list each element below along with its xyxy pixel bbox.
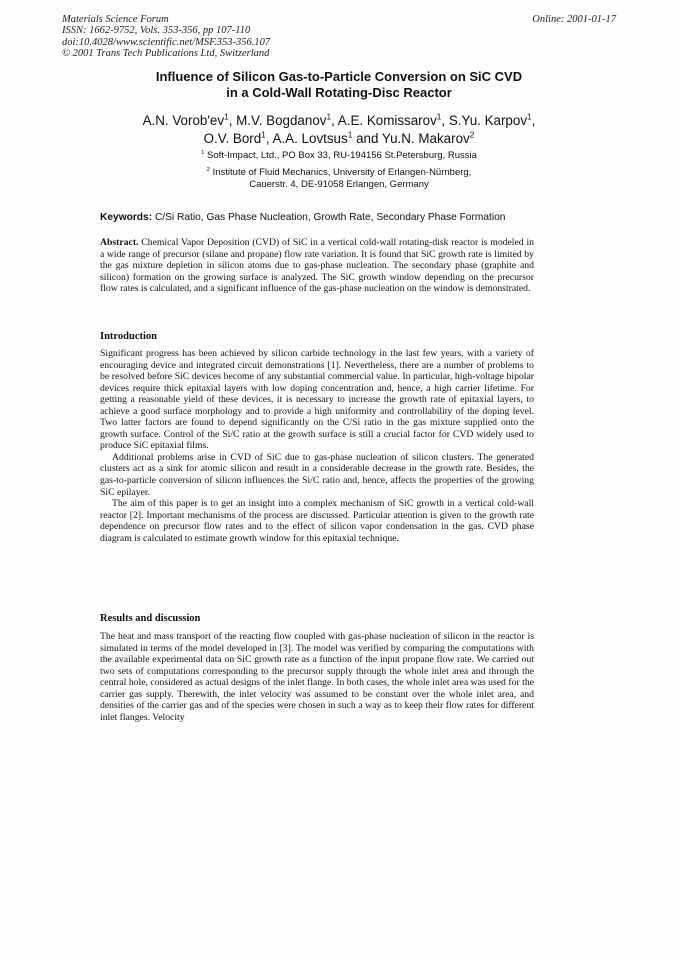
author-name: Yu.N. Makarov [381, 130, 470, 146]
affiliation-marker: 1 [261, 129, 266, 140]
author-name: A.A. Lovtsus [272, 130, 348, 146]
section-heading-results: Results and discussion [100, 613, 201, 624]
author-name: S.Yu. Karpov [448, 113, 528, 128]
authors-line-1: A.N. $Vorob'ev^1$, M.V. Bogdanov$^1$, A.E. Komissarov$^1$, S.Yu. Karpov$^1$, [142, 111, 536, 128]
affiliation-text: Soft-Impact, Ltd., PO Box 33, RU-194156 St.Petersburg, Russia [207, 150, 477, 161]
keywords [100, 212, 505, 223]
paragraph: Significant progress has been achieved by silicon carbide technology in the last few years, with a variety of encouraging device and integrated circuit demonstrations [1]. Nevertheless, there are a number of problems to be resolved before SiC devices become of any substantial commercial value. In particular, high-voltage bipolar devices require thick epitaxial layers with low doping concentration and, hence, a high carrier lifetime. For getting a reasonable yield of these devices, it is necessary to increase the growth rate of epitaxial layers, to achieve a good surface morphology and to provide a high uniformity and controllability of the doping level. Two latter factors are found to depend significantly on the C/Si ratio in the gas mixture supplied onto the growth surface. Control of the Si/C ratio at the growth surface is still a crucial factor for CVD widely used to produce SiC epitaxial films. [100, 348, 534, 452]
paragraph: The aim of this paper is to get an insight into a complex mechanism of SiC growth in a vertical cold-wall reactor [2]. Important mechanisms of the process are discussed. Particular attention is given to the growth rate dependence on precursor flow rates and to the effect of silicon vapor condensation in the gas. CVD phase diagram is calculated to estimate growth window for this epitaxial technique. [100, 498, 534, 544]
affiliation-marker: 1 [347, 129, 353, 140]
journal-header [62, 14, 270, 60]
affiliation-2 [60, 167, 618, 180]
affiliation-marker: 1 [224, 111, 229, 122]
paragraph: Additional problems arise in CVD of SiC due to gas-phase nucleation of silicon clusters. The generated clusters act as a sink for atomic silicon and result in a considerable decrease in the growth rate. Besides, the gas-to-particle conversion of silicon influences the Si/C ratio and, hence, affects the properties of the growing SiC epilayer. [100, 451, 534, 498]
affiliation-number: 2 [206, 166, 210, 173]
abstract-label: Abstract. [100, 237, 139, 248]
online-date: Online: 2001-01-17 [532, 14, 616, 25]
section-heading-introduction: Introduction [100, 331, 157, 342]
affiliation-number: 1 [201, 149, 205, 156]
affiliation-marker: 1 [527, 111, 532, 122]
title-line-2: in a Cold-Wall Rotating-Disc Reactor [226, 84, 452, 100]
results-body [100, 631, 534, 723]
affiliation-marker: 1 [326, 111, 332, 122]
issn-line: ISSN: 1662-9752, Vols. 353-356, pp 107-110 [62, 25, 251, 37]
affiliation-marker: 1 [436, 111, 442, 122]
conjunction: and [356, 130, 379, 146]
doi-line: doi:10.4028/www.scientific.net/MSF.353-356.107 [62, 36, 271, 48]
affiliation-2-address: Cauerstr. 4, DE-91058 Erlangen, Germany [249, 179, 429, 190]
affiliation-text: Institute of Fluid Mechanics, University of Erlangen-Nürnberg, [212, 166, 472, 178]
paragraph: The heat and mass transport of the reacting flow coupled with gas-phase nucleation of silicon in the reactor is simulated in terms of the model developed in [3]. The model was verified by comparing the computations with the available experimental data on SiC growth rate as a function of the input propane flow rate. We carried out two sets of computations corresponding to the precursor supply through the whole inlet area and through the central hole, considered as actual designs of the inlet flange. In both cases, the whole inlet area was used for the carrier gas supply. Therewith, the inlet velocity was assumed to be constant over the whole inlet area, and densities of the carrier gas and of the species were chosen in such a way as to keep their flow rates for different inlet flanges. Velocity [100, 631, 534, 723]
affiliation-marker: 2 [469, 129, 475, 140]
title-line-1: Influence of Silicon Gas-to-Particle Conversion on SiC CVD [155, 69, 523, 84]
authors-line-2: O.V. Bord$^1$, A.A. Lovtsus$^1$ and Yu.N. Makarov$^2$ [203, 129, 475, 146]
journal-name: Materials Science Forum [62, 14, 169, 25]
paper-title [60, 69, 618, 100]
author-list [60, 112, 618, 147]
abstract [100, 237, 534, 295]
author-name: M.V. Bogdanov [236, 113, 327, 128]
introduction-body [100, 348, 534, 544]
author-name: A.N. Vorob'ev [142, 113, 225, 128]
author-name: A.E. Komissarov [337, 113, 437, 128]
keywords-text: C/Si Ratio, Gas Phase Nucleation, Growth Rate, Secondary Phase Formation [154, 212, 506, 223]
affiliations [60, 150, 618, 192]
copyright-line: © 2001 Trans Tech Publications Ltd, Switzerland [62, 48, 270, 60]
affiliation-1 [60, 150, 618, 163]
author-name: O.V. Bord [203, 130, 262, 146]
keywords-label: Keywords: [100, 212, 153, 223]
abstract-text: Chemical Vapor Deposition (CVD) of SiC in a vertical cold-wall rotating-disk reactor is modeled in a wide range of precursor (silane and propane) flow rate variation. It is found that SiC growth rate is limited by the gas mixture depletion in silicon atoms due to gas-phase nucleation. The secondary phase (graphite and silicon) formation on the growing surface is analyzed. The SiC growth window depending on the precursor flow rates is calculated, and a significant influence of the gas-phase nucleation on the window is demonstrated. [100, 237, 534, 295]
